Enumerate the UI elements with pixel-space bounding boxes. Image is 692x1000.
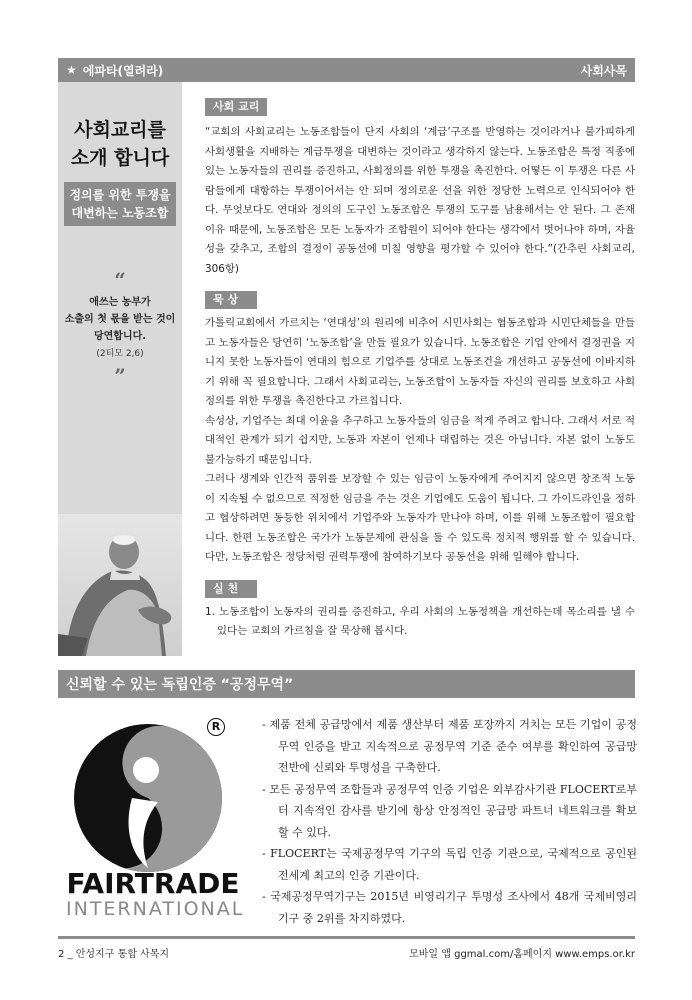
sidebar-subtitle-line2: 대변하는 노동조합: [71, 206, 169, 220]
footer-page-info: 2 _ 안성지구 통합 사목지: [58, 949, 170, 960]
footer-contact: 모바일 앱 ggmal.com/홈페이지 www.emps.or.kr: [409, 949, 635, 960]
fairtrade-logo-text: FAIRTRADE: [66, 867, 240, 900]
meditation-label: 묵 상: [205, 291, 257, 309]
meditation-paragraph-1: 가톨릭교회에서 가르치는 ‘연대성’의 원리에 비추어 시민사회는 협동조합과 시민단체들을 만들고 노동자들은 당연히 ‘노동조합’을 만들 필요가 있습니다. 노동조합은 기업 안에서 결정권을 지니지 못한 노동자들이 연대의 힘으로 기업주를 상대로 노동조건을 개선하고 공동선에 이바지하기 위해 꼭 필요합니다. 그래서 사회교리는, 노동조합이 노동자들 자신의 권리를 보호하고 사회정의를 위한 투쟁을 촉진한다고 가르칩니다.: [205, 317, 635, 407]
main-content: [205, 95, 635, 642]
star-icon: ★: [66, 63, 77, 77]
quote-line1: 애쓰는 농부가: [89, 297, 151, 308]
quote-reference: (2티모 2,6): [96, 349, 144, 359]
meditation-paragraph-3: 그러나 생계와 인간적 품위를 보장할 수 있는 임금이 노동자에게 주어지지 않으면 창조적 노동이 지속될 수 없으므로 적정한 임금을 주는 것은 기업에도 도움이 됩니다. 그 가이드라인을 정하고 협상하려면 동등한 위치에서 기업주와 노동자가 만나야 하며, 이를 위해 노동조합이 필요합니다. 한편 노동조합은 국가가 노동문제에 관심을 둘 수 있도록 정치적 행위를 할 수 있습니다. 다만, 노동조합은 정당처럼 권력투쟁에 참여하기보다 공동선을 위해 일해야 합니다.: [205, 473, 635, 563]
category-label: 사회사목: [580, 63, 627, 78]
list-item: - 모든 공정무역 조합들과 공정무역 인증 기업은 외부감사기관 FLOCERT로부터 지속적인 감사를 받기에 항상 안정적인 공급망 파트너 네트워크를 확보할 수 있다.: [262, 782, 637, 839]
practice-text: 1. 노동조합이 노동자의 권리를 증진하고, 우리 사회의 노동정책을 개선하는데 목소리를 낼 수 있다는 교회의 가르침을 잘 묵상해 봅시다.: [205, 605, 635, 637]
sidebar-title-line1: 사회교리를: [74, 119, 166, 141]
doctrine-label: 사회 교리: [205, 98, 267, 116]
quote-line2: 소출의 첫 몫을 받는 것이: [64, 314, 176, 325]
list-item: - 국제공정무역기구는 2015년 비영리기구 투명성 조사에서 48개 국제비영리기구 중 2위를 차지하였다.: [262, 890, 637, 925]
fairtrade-heading-bar: [58, 670, 635, 698]
fairtrade-heading: 신뢰할 수 있는 독립인증 “공정무역”: [66, 677, 294, 693]
practice-label: 실 천: [205, 580, 257, 598]
international-logo-text: INTERNATIONAL: [66, 898, 245, 920]
section-meditation: [205, 288, 635, 568]
footer-divider: [58, 936, 635, 939]
registered-mark-icon: R: [207, 718, 225, 736]
fairtrade-bullet-list: [262, 714, 637, 929]
sidebar-subtitle-line1: 정의를 위한 투쟁을: [69, 188, 171, 202]
sidebar-subtitle: [64, 182, 176, 226]
list-item: - 제품 전체 공급망에서 제품 생산부터 제품 포장까지 거치는 모든 기업이 공정무역 인증을 받고 지속적으로 공정무역 기준 준수 여부를 확인하여 공급망 전반에 신뢰와 투명성을 구축한다.: [262, 718, 637, 774]
quote-line3: 당연합니다.: [93, 331, 147, 342]
close-quote-icon: ”: [114, 364, 126, 388]
doctrine-text: “교회의 사회교리는 노동조합들이 단지 사회의 ‘계급’구조를 반영하는 것이라거나 불가피하게 사회생활을 지배하는 계급투쟁을 대변하는 것이라고 생각하지 않는다. 노동조합은 특정 직종에 있는 노동자들의 권리를 증진하고, 사회정의를 위한 투쟁을 촉진한다. 어떻든 이 투쟁은 다른 사람들에게 대항하는 투쟁이어서는 안 되며 정의로운 선을 위한 정당한 노력으로 인식되어야 한다. 무엇보다도 연대와 정의의 도구인 노동조합은 투쟁의 도구를 남용해서는 안 된다. 그 존재 이유 때문에, 노동조합은 모든 노동자가 조합원이 되어야 한다는 생각에서 벗어나야 하며, 자율성을 갖추고, 조합의 결정이 공동선에 미칠 영향을 평가할 수 있어야 한다.”(간추린 사회교리, 306항): [205, 126, 635, 275]
pope-praying-photo: [58, 514, 182, 656]
sidebar-quote: [58, 294, 182, 345]
list-item: - FLOCERT는 국제공정무역 기구의 독립 인증 기관으로, 국제적으로 공인된 전세계 최고의 인증 기관이다.: [262, 847, 637, 882]
sidebar-title: [58, 116, 182, 172]
section-doctrine: [205, 95, 635, 279]
section-practice: [205, 577, 635, 642]
meditation-paragraph-2: 속성상, 기업주는 최대 이윤을 추구하고 노동자들의 임금을 적게 주려고 합니다. 그래서 서로 적대적인 관계가 되기 쉽지만, 노동과 자본이 언제나 대립하는 것은 아닙니다. 자본 없이 노동도 불가능하기 때문입니다.: [205, 414, 635, 466]
page-header-bar: [58, 58, 635, 82]
section-title: 에파타(열려라): [82, 63, 164, 78]
header-left: [66, 62, 163, 79]
sidebar: [58, 82, 182, 656]
sidebar-title-line2: 소개 합니다: [70, 147, 170, 169]
open-quote-icon: “: [114, 268, 126, 292]
